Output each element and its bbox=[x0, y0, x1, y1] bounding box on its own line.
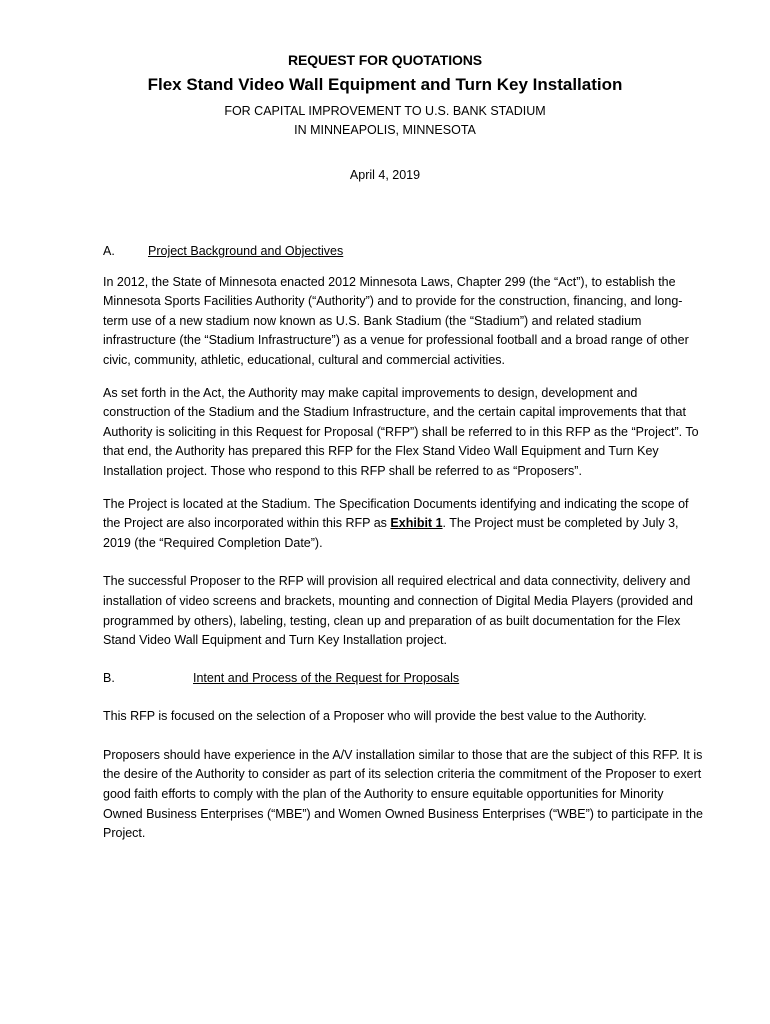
document-header bbox=[0, 50, 770, 185]
section-a-paragraph-1: In 2012, the State of Minnesota enacted 2012 Minnesota Laws, Chapter 299 (the “Act”), to establish the Minnesota Sports Facilities Authority (“Authority”) and to provide for the construction, financing, and long-term use of a new stadium now known as U.S. Bank Stadium (the “Stadium”) and related stadium infrastructure (the “Stadium Infrastructure”) as a venue for professional football and a broad range of other civic, community, athletic, educational, cultural and commercial activities. bbox=[103, 274, 689, 367]
paragraph-3-text-end: . The Project must be completed by July 3, 2019 (the “Required Completion Date”). bbox=[103, 516, 679, 550]
section-b-number: B. bbox=[103, 670, 115, 685]
section-a-paragraph-3 bbox=[103, 495, 703, 554]
document-title: REQUEST FOR QUOTATIONS bbox=[287, 52, 483, 68]
section-b-paragraph-2: Proposers should have experience in the A/V installation similar to those that are the subject of this RFP. It is the desire of the Authority to consider as part of its selection criteria the commitment of the Proposer to exert good faith efforts to comply with the plan of the Authority to ensure equitable opportunities for Minority Owned Business Enterprises (“MBE”) and Women Owned Business Enterprises (“WBE”) to participate in the Project. bbox=[103, 747, 703, 841]
section-a-paragraph-2: As set forth in the Act, the Authority may make capital improvements to design, development and construction of the Stadium and the Stadium Infrastructure, and the certain capital improvements that that Authority is soliciting in this Request for Proposal (“RFP”) shall be referred to in this RFP as the “Project”. To that end, the Authority has prepared this RFP for the Flex Stand Video Wall Equipment and Turn Key Installation project. Those who respond to this RFP shall be referred to as “Proposers”. bbox=[103, 385, 699, 478]
section-b-heading bbox=[103, 669, 703, 689]
document-subtitle: Flex Stand Video Wall Equipment and Turn Key Installation bbox=[147, 75, 623, 94]
section-a-heading bbox=[103, 242, 703, 262]
document-body bbox=[103, 242, 703, 844]
section-a-paragraph-4: The successful Proposer to the RFP will provision all required electrical and data connectivity, delivery and installation of video screens and brackets, mounting and connection of Digital Media Players (provided and programmed by others), labeling, testing, clean up and preparation of as built documentation for the Flex Stand Video Wall Equipment and Turn Key Installation project. bbox=[103, 574, 693, 648]
section-a-number: A. bbox=[103, 244, 115, 258]
document-date: April 4, 2019 bbox=[349, 168, 421, 182]
paragraph-3-text-start: The Project is located at the Stadium. The Specification Documents identifying and indicating the scope of the Project are also incorporated within this RFP as bbox=[103, 496, 689, 531]
section-a-title: Project Background and Objectives bbox=[148, 244, 344, 258]
location-line-2: IN MINNEAPOLIS, MINNESOTA bbox=[294, 123, 476, 137]
section-b-paragraph-1: This RFP is focused on the selection of a Proposer who will provide the best value to the Authority. bbox=[103, 709, 647, 724]
exhibit-1-reference: Exhibit 1 bbox=[390, 516, 443, 531]
section-b-title: Intent and Process of the Request for Proposals bbox=[193, 670, 460, 685]
location-line-1: FOR CAPITAL IMPROVEMENT TO U.S. BANK STADIUM bbox=[224, 104, 546, 118]
